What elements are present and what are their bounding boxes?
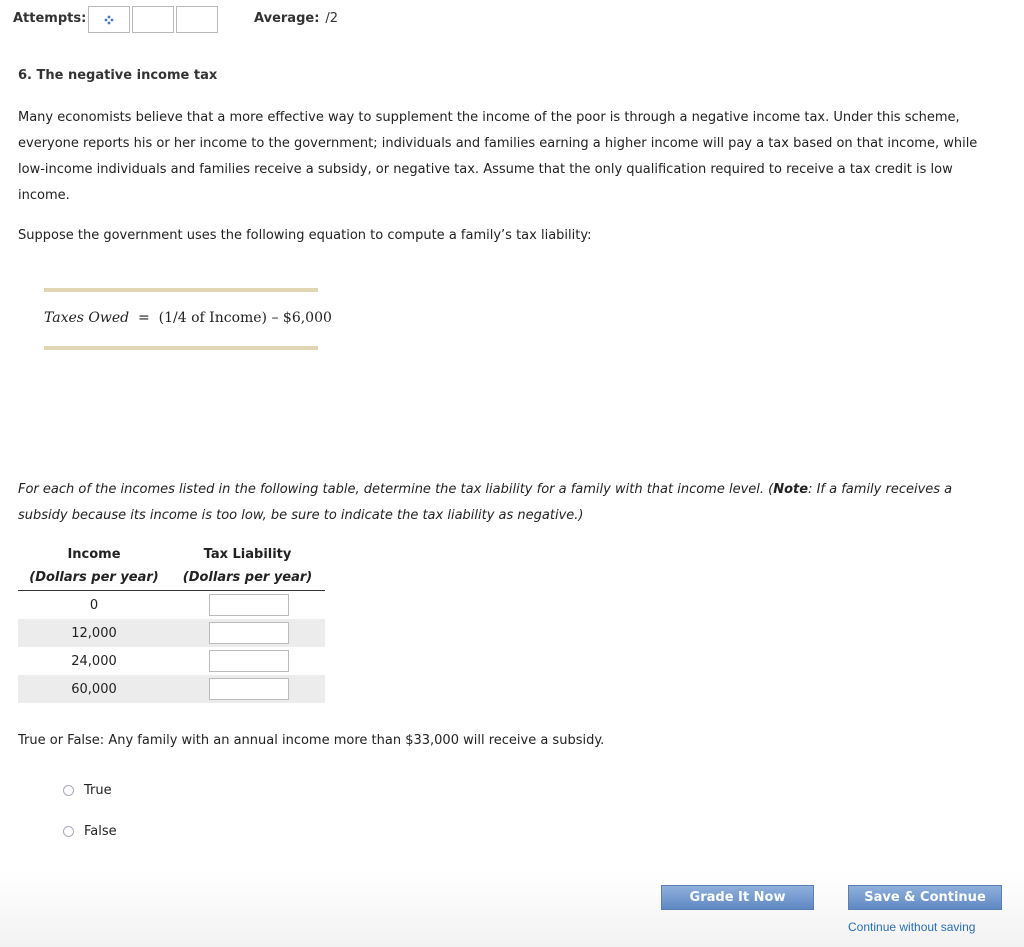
suppose-paragraph: Suppose the government uses the following equation to compute a family’s tax liability: xyxy=(18,228,592,243)
true-false-prompt: True or False: Any family with an annual income more than $33,000 will receive a subsidy. xyxy=(18,733,605,748)
tax-liability-input[interactable] xyxy=(209,622,289,644)
attempt-box-1 xyxy=(88,6,130,33)
attempt-indicators xyxy=(88,6,220,33)
question-title: 6. The negative income tax xyxy=(18,68,218,83)
radio-true-label: True xyxy=(84,783,112,798)
tax-liability-input[interactable] xyxy=(209,594,289,616)
radio-circle-icon[interactable] xyxy=(63,826,74,837)
attempt-box-2 xyxy=(132,6,174,33)
tax-table xyxy=(18,544,325,703)
grade-it-now-button[interactable]: Grade It Now xyxy=(661,885,814,910)
income-cell: 12,000 xyxy=(71,625,117,641)
income-cell: 0 xyxy=(89,597,99,613)
diamond-icon xyxy=(104,15,114,25)
table-subheader-row xyxy=(18,566,325,591)
tax-liability-input[interactable] xyxy=(209,650,289,672)
table-row xyxy=(18,675,325,703)
radio-false[interactable] xyxy=(63,824,117,839)
income-header: Income xyxy=(67,547,121,562)
attempts-bar xyxy=(0,0,1024,42)
table-row xyxy=(18,647,325,675)
income-unit: (Dollars per year) xyxy=(29,570,159,585)
average-label: Average: xyxy=(254,11,320,26)
table-header-row xyxy=(18,544,325,566)
equation-rhs: (1/4 of Income) – $6,000 xyxy=(158,310,332,326)
save-continue-button[interactable]: Save & Continue xyxy=(848,885,1002,910)
attempt-box-3 xyxy=(176,6,218,33)
attempts-label: Attempts: xyxy=(13,11,87,26)
intro-paragraph: Many economists believe that a more effective way to supplement the income of the poor is through a negative income tax. Under this scheme, everyone reports his or her income to the government; individuals and families earning a higher income will pay a tax based on that income, while low-income individuals and families receive a subsidy, or negative tax. Assume that the only qualification required to receive a tax credit is low income. xyxy=(18,110,978,203)
equation-lhs: Taxes Owed xyxy=(44,310,130,326)
instructions-text-2: : If a family receives a subsidy because its income is too low, be sure to indicate the tax liability as negative.) xyxy=(18,482,953,523)
note-label: Note xyxy=(773,482,809,497)
radio-circle-icon[interactable] xyxy=(63,785,74,796)
equation-equals: = xyxy=(138,310,150,326)
table-row xyxy=(18,619,325,647)
tax-liability-input[interactable] xyxy=(209,678,289,700)
average-value: /2 xyxy=(325,11,339,26)
average-display xyxy=(254,11,338,26)
equation xyxy=(44,310,332,326)
radio-true[interactable] xyxy=(63,783,112,798)
equation-box xyxy=(44,288,332,350)
radio-false-label: False xyxy=(84,824,117,839)
liability-header: Tax Liability xyxy=(203,547,292,562)
liability-unit: (Dollars per year) xyxy=(182,570,313,585)
instructions-text: For each of the incomes listed in the following table, determine the tax liability for a family with that income level. ( xyxy=(18,482,774,497)
continue-without-saving-link[interactable]: Continue without saving xyxy=(848,920,976,934)
table-row xyxy=(18,591,325,619)
instructions-paragraph xyxy=(18,477,998,529)
income-cell: 24,000 xyxy=(71,653,117,669)
income-cell: 60,000 xyxy=(71,681,117,697)
